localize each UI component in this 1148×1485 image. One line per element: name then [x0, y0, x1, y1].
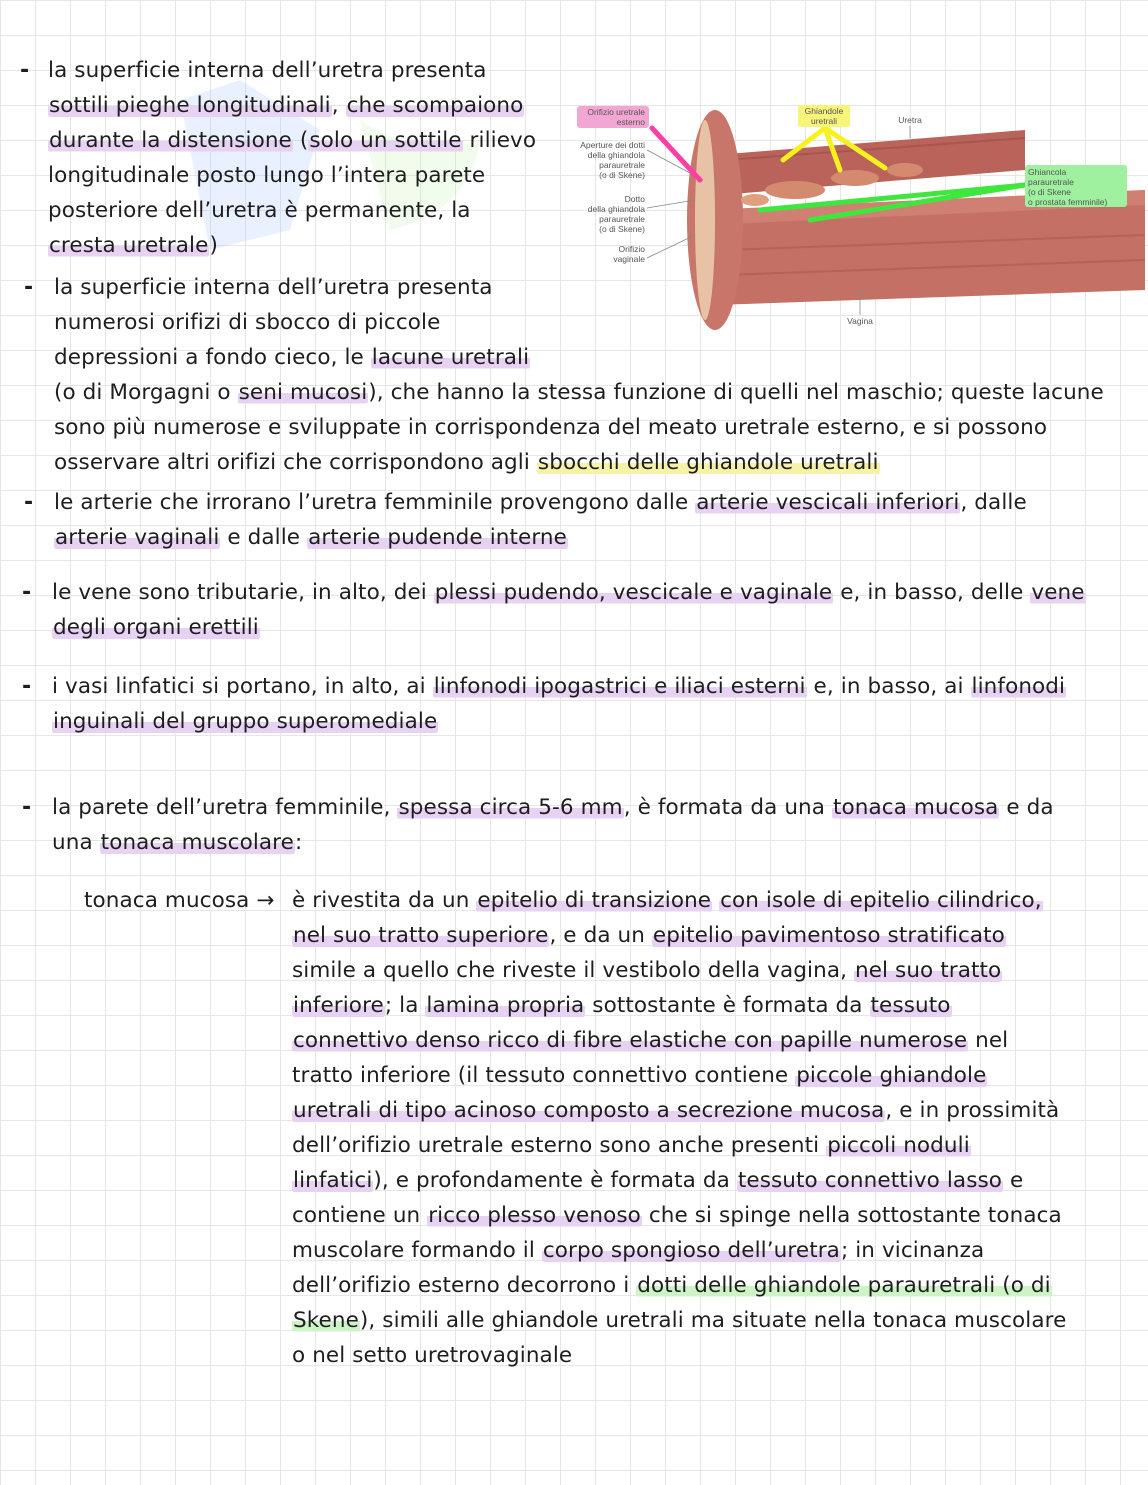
tm-line1: è rivestita da un epitelio di transizione con isole di epitelio cilindrico, — [292, 888, 1042, 913]
b2-line2: numerosi orifizi di sbocco di piccole — [54, 310, 441, 335]
b1-line4: longitudinale posto lungo l’intera parete — [48, 163, 486, 188]
b1-line1: la superficie interna dell’uretra presenta — [48, 58, 487, 83]
label-aperture-4: (o di Skene) — [599, 170, 645, 180]
b2-line1: la superficie interna dell’uretra presenta — [54, 275, 493, 300]
label-dotto: Dotto — [624, 194, 645, 204]
label-ghiandola-par-4: o prostata femminile) — [1028, 197, 1108, 207]
b1-line2: sottili pieghe longitudinali, che scompaiono — [49, 93, 524, 118]
b2-line4: (o di Morgagni o seni mucosi), che hanno la stessa funzione di quelli nel maschio; queste lacune — [54, 380, 1104, 405]
b4-line2: degli organi erettili — [53, 615, 259, 640]
label-orifizio-uretrale: Orifizio uretrale — [587, 107, 645, 117]
bullet-dash: - — [22, 795, 32, 820]
tm-line4: inferiore; la lamina propria sottostante è formata da tessuto — [293, 993, 951, 1018]
tm-line12: dell’orifizio esterno decorrono i dotti delle ghiandole parauretrali (o di — [292, 1273, 1051, 1298]
b2-line6: osservare altri orifizi che corrispondono agli sbocchi delle ghiandole uretrali — [54, 450, 879, 475]
tonaca-mucosa-label: tonaca mucosa → — [84, 888, 275, 913]
bullet-dash: - — [22, 580, 32, 605]
b5-line1: i vasi linfatici si portano, in alto, ai linfonodi ipogastrici e iliaci esterni e, in basso, ai linfonodi — [52, 674, 1066, 699]
tm-line9: linfatici), e profondamente è formata da tessuto connettivo lasso e — [293, 1168, 1024, 1193]
b1-line6: cresta uretrale) — [49, 233, 218, 258]
b5-line2: inguinali del gruppo superomediale — [53, 709, 438, 734]
label-ghiandole: Ghiandole — [804, 106, 844, 116]
bullet-dash: - — [22, 674, 32, 699]
tm-line10: contiene un ricco plesso venoso che si spinge nella sottostante tonaca — [292, 1203, 1062, 1228]
b1-line5: posteriore dell’uretra è permanente, la — [48, 198, 471, 223]
urethra-illustration — [555, 60, 1145, 340]
b3-line2: arterie vaginali e dalle arterie pudende interne — [55, 525, 567, 550]
label-orifizio-vaginale: Orifizio — [618, 244, 645, 254]
label-dotto-2: della ghiandola — [587, 204, 645, 214]
label-ghiandole-2: uretrali — [811, 116, 837, 126]
urethra-anatomy-figure — [555, 60, 1145, 340]
b1-line3: durante la distensione (solo un sottile rilievo — [49, 128, 537, 153]
label-ghiandola-par-2: parauretrale — [1028, 177, 1074, 187]
b6-line2: una tonaca muscolare: — [52, 830, 303, 855]
tm-line5: connettivo denso ricco di fibre elastiche con papille numerose nel — [293, 1028, 1009, 1053]
label-orifizio-uretrale-2: esterno — [616, 117, 645, 127]
b2-line3: depressioni a fondo cieco, le lacune uretrali — [54, 345, 530, 370]
tm-line8: dell’orifizio uretrale esterno sono anche presenti piccoli noduli — [292, 1133, 970, 1158]
label-ghiandola-par: Ghiancola — [1028, 167, 1067, 177]
label-aperture: Aperture dei dotti — [580, 140, 645, 150]
tm-line7: uretrali di tipo acinoso composto a secrezione mucosa, e in prossimità — [293, 1098, 1060, 1123]
bullet-dash: - — [24, 490, 34, 515]
tm-line2: nel suo tratto superiore, e da un epitelio pavimentoso stratificato — [293, 923, 1005, 948]
label-ghiandola-par-3: (o di Skene — [1028, 187, 1071, 197]
label-vagina: Vagina — [847, 316, 873, 326]
label-dotto-4: (o di Skene) — [599, 224, 645, 234]
label-uretra: Uretra — [898, 115, 922, 125]
b6-line1: la parete dell’uretra femminile, spessa circa 5-6 mm, è formata da una tonaca mucosa e da — [52, 795, 1054, 820]
bullet-dash: - — [20, 58, 30, 83]
label-aperture-3: parauretrale — [599, 160, 645, 170]
tm-line11: muscolare formando il corpo spongioso dell’uretra; in vicinanza — [292, 1238, 985, 1263]
label-aperture-2: della ghiandola — [587, 150, 645, 160]
b3-line1: le arterie che irrorano l’uretra femminile provengono dalle arterie vescicali inferiori, dalle — [54, 490, 1027, 515]
tm-line14: o nel setto uretrovaginale — [292, 1343, 573, 1368]
b2-line5: sono più numerose e sviluppate in corrispondenza del meato uretrale esterno, e si possono — [54, 415, 1048, 440]
b4-line1: le vene sono tributarie, in alto, dei plessi pudendo, vescicale e vaginale e, in basso, delle vene — [52, 580, 1085, 605]
tm-line6: tratto inferiore (il tessuto connettivo contiene piccole ghiandole — [292, 1063, 987, 1088]
tm-line3: simile a quello che riveste il vestibolo della vagina, nel suo tratto — [292, 958, 1002, 983]
arrow-right-icon: → — [256, 888, 275, 913]
label-orifizio-vaginale-2: vaginale — [613, 254, 645, 264]
label-dotto-3: parauretrale — [599, 214, 645, 224]
bullet-dash: - — [24, 275, 34, 300]
tm-line13: Skene), simili alle ghiandole uretrali ma situate nella tonaca muscolare — [293, 1308, 1067, 1333]
